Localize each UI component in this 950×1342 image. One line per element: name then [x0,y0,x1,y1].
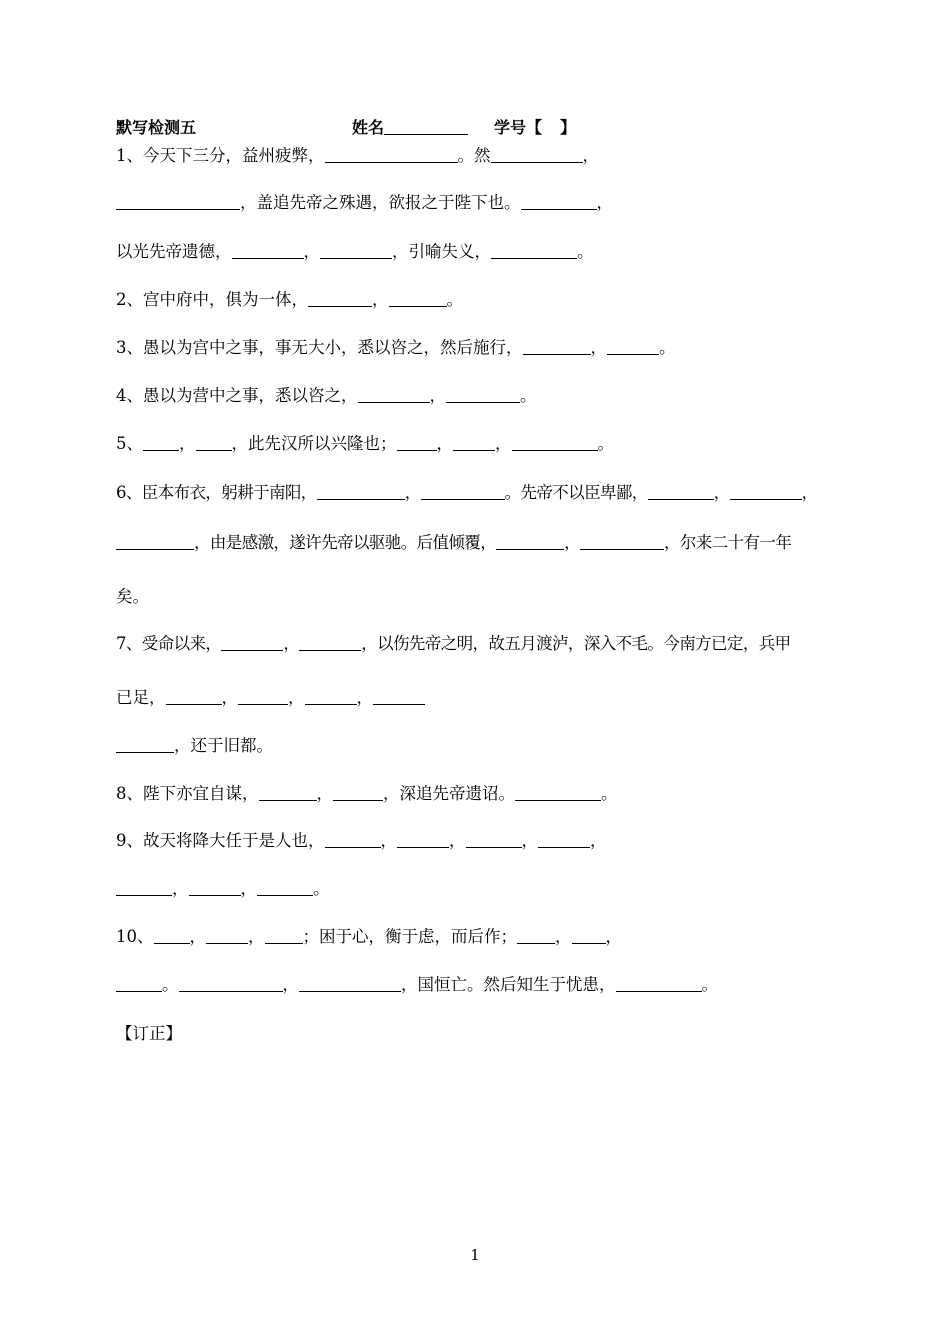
answer-blank[interactable] [189,879,241,896]
answer-blank[interactable] [538,831,590,848]
question-8: 8、陛下亦宜自谋， ， ，深追先帝遗诏。 。 [116,784,618,803]
answer-blank[interactable] [116,533,194,550]
answer-blank[interactable] [512,434,598,451]
answer-blank[interactable] [616,975,702,992]
answer-blank[interactable] [521,193,597,210]
name-field [352,117,468,139]
answer-blank[interactable] [389,290,447,307]
answer-blank[interactable] [453,434,495,451]
answer-blank[interactable] [116,879,172,896]
answer-blank[interactable] [259,784,317,801]
answer-blank[interactable] [523,338,591,355]
answer-blank[interactable] [143,434,179,451]
answer-blank[interactable] [730,483,802,500]
answer-blank[interactable] [607,338,659,355]
question-1-line-3: 以光先帝遗德， ， ，引喻失义， 。 [116,242,594,261]
answer-blank[interactable] [265,927,303,944]
answer-blank[interactable] [333,784,383,801]
answer-blank[interactable] [325,146,458,163]
question-9-line-1: 9、故天将降大任于是人也， ， ， ， ， [116,831,607,850]
answer-blank[interactable] [325,831,381,848]
answer-blank[interactable] [257,879,313,896]
answer-blank[interactable] [580,533,664,550]
answer-blank[interactable] [166,688,222,705]
answer-blank[interactable] [232,242,304,259]
question-4: 4、愚以为营中之事，悉以咨之， ， 。 [116,386,537,405]
student-id-close: 】 [560,118,577,137]
answer-blank[interactable] [466,831,522,848]
question-10-line-1: 10、 ， ， ；困于心，衡于虑，而后作； ， ， [116,927,622,946]
student-id-field [494,117,576,139]
answer-blank[interactable] [496,533,564,550]
answer-blank[interactable] [238,688,288,705]
question-6-line-3: 矣。 [116,587,149,606]
worksheet-title: 默写检测五 [116,118,197,137]
answer-blank[interactable] [317,483,405,500]
answer-blank[interactable] [373,688,425,705]
answer-blank[interactable] [358,386,430,403]
answer-blank[interactable] [421,483,505,500]
answer-blank[interactable] [116,193,240,210]
student-id-label: 学号【 [494,118,543,137]
answer-blank[interactable] [221,634,283,651]
name-blank[interactable] [384,119,468,135]
answer-blank[interactable] [491,242,577,259]
answer-blank[interactable] [179,975,283,992]
question-6-line-1: 6、臣本布衣，躬耕于南阳， ， 。先帝不以臣卑鄙， ， ， [116,483,818,502]
answer-blank[interactable] [397,831,449,848]
correction-heading: 【订正】 [116,1024,182,1043]
question-7-line-1: 7、受命以来， ， ，以伤先帝之明，故五月渡泸，深入不毛。今南方已定，兵甲 [116,634,791,653]
answer-blank[interactable] [299,975,401,992]
question-3: 3、愚以为宫中之事，事无大小，悉以咨之，然后施行， ， 。 [116,338,676,357]
answer-blank[interactable] [196,434,232,451]
answer-blank[interactable] [116,975,162,992]
answer-blank[interactable] [517,927,555,944]
answer-blank[interactable] [154,927,190,944]
answer-blank[interactable] [648,483,714,500]
question-1-line-2: ，盖追先帝之殊遇，欲报之于陛下也。 ， [116,191,613,215]
answer-blank[interactable] [299,634,361,651]
answer-blank[interactable] [320,242,392,259]
name-label: 姓名 [352,118,385,137]
question-1-line-1: 1、今天下三分，益州疲弊， 。然 ， [116,146,599,165]
question-2: 2、宫中府中，俱为一体， ， 。 [116,290,463,309]
answer-blank[interactable] [572,927,606,944]
question-5: 5、 ， ，此先汉所以兴隆也； ， ， 。 [116,434,614,453]
answer-blank[interactable] [491,146,583,163]
page-number: 1 [470,1246,480,1264]
answer-blank[interactable] [305,688,357,705]
question-7-line-2: 已足， ， ， ， [116,686,425,710]
answer-blank[interactable] [397,434,437,451]
answer-blank[interactable] [308,290,372,307]
question-9-line-2: ， ， 。 [116,877,330,901]
answer-blank[interactable] [116,736,174,753]
question-10-line-2: 。 ， ，国恒亡。然后知生于忧患， 。 [116,973,718,997]
question-7-line-3: ，还于旧都。 [116,734,273,758]
answer-blank[interactable] [446,386,520,403]
answer-blank[interactable] [515,784,601,801]
answer-blank[interactable] [206,927,248,944]
question-6-line-2: ，由是感激，遂许先帝以驱驰。后值倾覆， ， ，尔来二十有一年 [116,531,791,555]
